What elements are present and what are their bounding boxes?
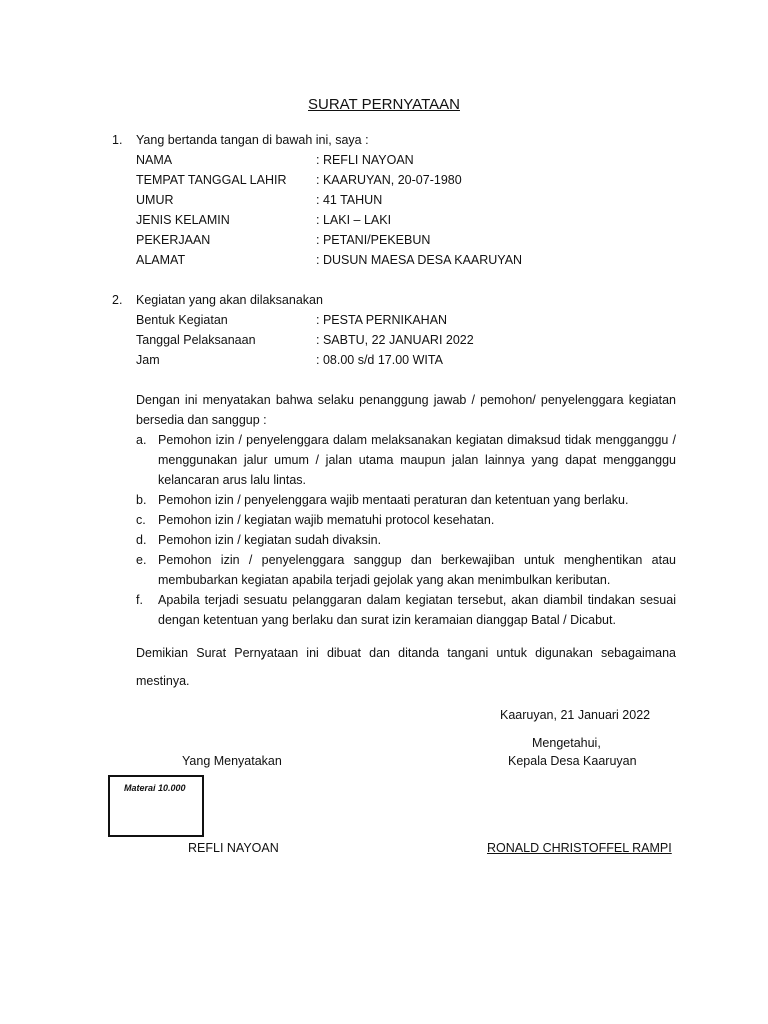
list-marker: d.	[136, 533, 147, 547]
document-title: SURAT PERNYATAAN	[308, 96, 460, 113]
field-value: : SABTU, 22 JANUARI 2022	[316, 333, 474, 347]
field-value: : LAKI – LAKI	[316, 213, 392, 227]
field-label: PEKERJAAN	[136, 233, 211, 247]
field-label: JENIS KELAMIN	[136, 213, 230, 227]
field-label: Bentuk Kegiatan	[136, 313, 228, 327]
list-text: Pemohon izin / kegiatan sudah divaksin.	[158, 533, 382, 547]
section-2-number: 2.	[112, 293, 123, 307]
field-label: TEMPAT TANGGAL LAHIR	[136, 173, 287, 187]
section-1-number: 1.	[112, 133, 123, 147]
acknowledged-label: Mengetahui,	[532, 736, 601, 750]
list-text: Pemohon izin / penyelenggara dalam melaksanakan kegiatan dimaksud tidak mengganggu / menggunakan jalur umum / jalan utama maupun jalan lainnya yang dapat mengganggu kelancaran arus lalu lintas.	[158, 433, 676, 487]
right-signer-title: Kepala Desa Kaaruyan	[508, 754, 637, 768]
field-value: : 41 TAHUN	[316, 193, 383, 207]
list-marker: b.	[136, 493, 147, 507]
list-text: Pemohon izin / penyelenggara wajib mentaati peraturan dan ketentuan yang berlaku.	[158, 493, 629, 507]
field-value: : DUSUN MAESA DESA KAARUYAN	[316, 253, 523, 267]
list-marker: c.	[136, 513, 146, 527]
duty-stamp-box	[108, 775, 204, 837]
field-value: : KAARUYAN, 20-07-1980	[316, 173, 462, 187]
field-value: : REFLI NAYOAN	[316, 153, 414, 167]
statement-paragraph: Dengan ini menyatakan bahwa selaku penanggung jawab / pemohon/ penyelenggara kegiatan bersedia dan sanggup :	[136, 393, 676, 427]
field-value: : PETANI/PEKEBUN	[316, 233, 431, 247]
list-text: Pemohon izin / penyelenggara sanggup dan berkewajiban untuk menghentikan atau membubarkan kegiatan apabila terjadi gejolak yang akan menimbulkan keributan.	[158, 553, 676, 587]
list-text: Apabila terjadi sesuatu pelanggaran dalam kegiatan tersebut, akan diambil tindakan sesuai dengan ketentuan yang berlaku dan surat izin keramaian dianggap Batal / Dicabut.	[158, 593, 676, 627]
field-value: : 08.00 s/d 17.00 WITA	[316, 353, 443, 367]
list-marker: e.	[136, 553, 147, 567]
list-marker: f.	[136, 593, 143, 607]
field-label: Tanggal Pelaksanaan	[136, 333, 256, 347]
list-text: Pemohon izin / kegiatan wajib mematuhi protocol kesehatan.	[158, 513, 495, 527]
field-label: UMUR	[136, 193, 174, 207]
section-2-intro-text: Kegiatan yang akan dilaksanakan	[136, 293, 323, 307]
stamp-label: Materai 10.000	[124, 783, 186, 793]
list-marker: a.	[136, 433, 147, 447]
section-1-intro-text: Yang bertanda tangan di bawah ini, saya :	[136, 133, 369, 147]
field-label: Jam	[136, 353, 160, 367]
field-label: ALAMAT	[136, 253, 186, 267]
field-label: NAMA	[136, 153, 173, 167]
left-signer-title: Yang Menyatakan	[182, 754, 282, 768]
left-signer-name: REFLI NAYOAN	[188, 841, 279, 855]
place-date: Kaaruyan, 21 Januari 2022	[500, 708, 651, 722]
field-value: : PESTA PERNIKAHAN	[316, 313, 448, 327]
right-signer-name: RONALD CHRISTOFFEL RAMPI	[487, 841, 672, 855]
closing-line-1: Demikian Surat Pernyataan ini dibuat dan ditanda tangani untuk digunakan sebagaimana	[136, 646, 676, 660]
closing-line-2: mestinya.	[136, 674, 190, 688]
